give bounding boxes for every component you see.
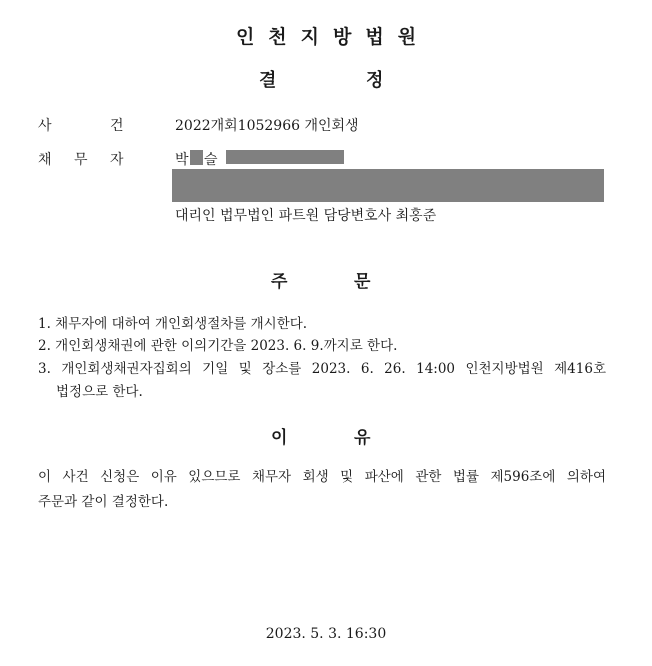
debtor-representative: 대리인 법무법인 파트원 담당변호사 최홍준 bbox=[175, 208, 437, 224]
debtor-label-char-2: 무 bbox=[74, 152, 88, 168]
reason-line-1: 이 사건 신청은 이유 있으므로 채무자 회생 및 파산에 관한 법률 제596조에 의하여 bbox=[38, 469, 606, 485]
case-label-char-1: 사 bbox=[38, 118, 52, 134]
redaction-address bbox=[172, 169, 604, 202]
debtor-label-char-1: 채 bbox=[38, 152, 52, 168]
order-title-char-2: 문 bbox=[354, 272, 371, 292]
case-number: 2022개회1052966 개인회생 bbox=[175, 118, 359, 134]
debtor-label-char-3: 자 bbox=[110, 152, 124, 168]
doc-type-char-2: 정 bbox=[366, 70, 384, 91]
reason-title-char-2: 유 bbox=[354, 428, 371, 448]
redaction-name bbox=[190, 150, 203, 165]
case-label-char-2: 건 bbox=[110, 118, 124, 134]
reason-line-2: 주문과 같이 결정한다. bbox=[38, 494, 169, 510]
order-item-2: 2. 개인회생채권에 관한 이의기간을 2023. 6. 9.까지로 한다. bbox=[38, 338, 398, 354]
doc-type-char-1: 결 bbox=[259, 70, 277, 91]
order-item-3: 3. 개인회생채권자집회의 기일 및 장소를 2023. 6. 26. 14:00 인천지방법원 제416호 bbox=[38, 361, 606, 377]
order-title-char-1: 주 bbox=[271, 272, 288, 292]
redaction-id bbox=[226, 150, 344, 164]
court-name: 인천지방법원 bbox=[235, 26, 431, 48]
decision-date: 2023. 5. 3. 16:30 bbox=[265, 626, 387, 642]
order-item-3-continuation: 법정으로 한다. bbox=[56, 384, 143, 400]
debtor-name-last: 슬 bbox=[204, 152, 218, 168]
order-item-1: 1. 채무자에 대하여 개인회생절차를 개시한다. bbox=[38, 316, 308, 332]
reason-title-char-1: 이 bbox=[271, 428, 288, 448]
debtor-name-first: 박 bbox=[175, 152, 189, 168]
